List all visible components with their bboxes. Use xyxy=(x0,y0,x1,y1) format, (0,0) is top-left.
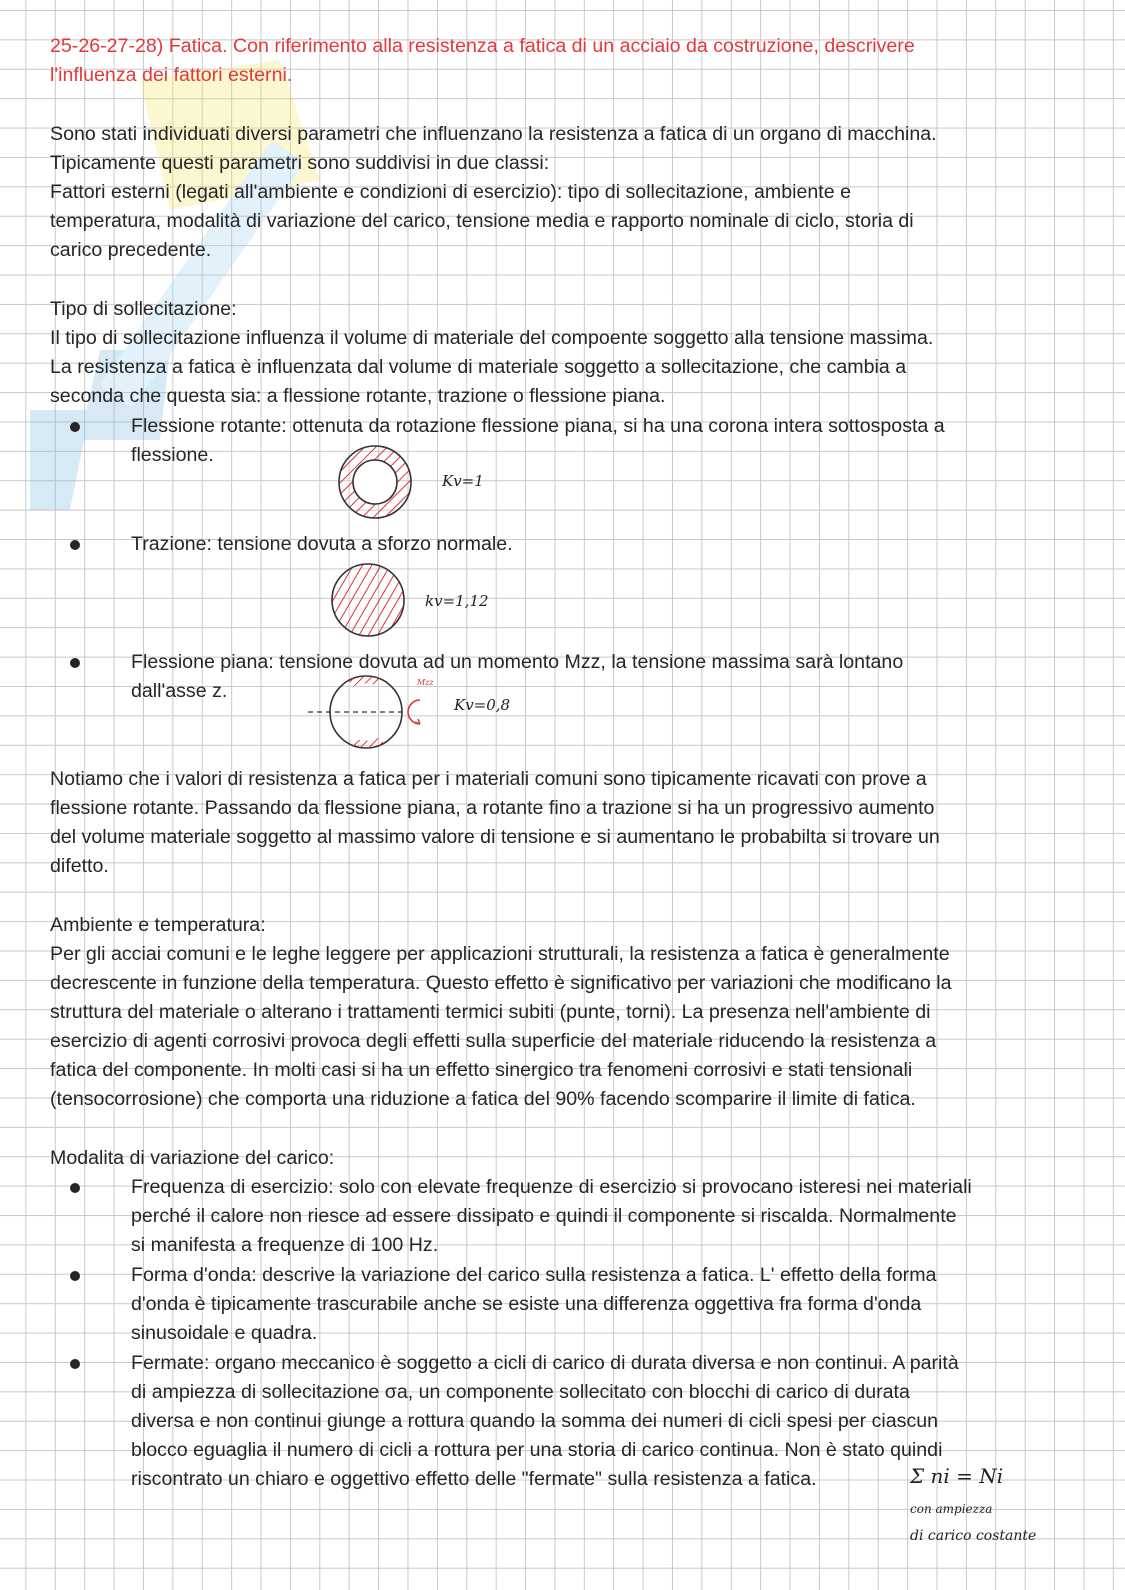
paragraph-line: (tensocorrosione) che comporta una riduzione a fatica del 90% facendo scomparire il limite di fatica. xyxy=(50,1088,916,1110)
solid-section-sketch xyxy=(328,560,408,640)
bullet-text-flessione-rotante: flessione. xyxy=(131,444,214,466)
intro-line: Fattori esterni (legati all'ambiente e condizioni di esercizio): tipo di sollecitazione, ambiente e xyxy=(50,181,851,203)
bullet-text-flessione-rotante: Flessione rotante: ottenuta da rotazione flessione piana, si ha una corona intera sottosposta a xyxy=(131,415,945,437)
bullet-dot xyxy=(70,1359,80,1369)
bullet-dot xyxy=(70,540,80,550)
paragraph-line: fatica del componente. In molti casi si ha un effetto sinergico tra fenomeni corrosivi e stati tensionali xyxy=(50,1059,913,1081)
bullet-text-forma-onda: sinusoidale e quadra. xyxy=(131,1322,318,1344)
paragraph-line: struttura del materiale o alterano i trattamenti termici subiti (punte, torni). La presenza nell'ambiente di xyxy=(50,1001,931,1023)
bullet-text-trazione: Trazione: tensione dovuta a sforzo normale. xyxy=(131,533,513,555)
paragraph-line: esercizio di agenti corrosivi provoca degli effetti sulla superficie del materiale riducendo la resistenza a xyxy=(50,1030,937,1052)
intro-line: Tipicamente questi parametri sono suddivisi in due classi: xyxy=(50,152,550,174)
bullet-dot xyxy=(70,1183,80,1193)
bullet-text-frequenza: perché il calore non riesce ad essere dissipato e quindi il componente si riscalda. Normalmente xyxy=(131,1205,957,1227)
bullet-text-fermate: blocco eguaglia il numero di cicli a rottura per una storia di carico continua. Non è stato quindi xyxy=(131,1439,943,1461)
intro-line: Sono stati individuati diversi parametri che influenzano la resistenza a fatica di un organo di macchina. xyxy=(50,123,937,145)
ring-section-sketch xyxy=(335,442,415,522)
paragraph-line: flessione rotante. Passando da flessione piana, a rotante fino a trazione si ha un progressivo aumento xyxy=(50,797,935,819)
section-heading-ambiente: Ambiente e temperatura: xyxy=(50,914,266,936)
bullet-text-forma-onda: d'onda è tipicamente trascurabile anche se esiste una differenza oggettiva fra forma d'onda xyxy=(131,1293,922,1315)
formula-note-line: di carico costante xyxy=(910,1528,1037,1544)
bullet-text-flessione-piana: dall'asse z. xyxy=(131,680,228,702)
question-title-line-1: 25-26-27-28) Fatica. Con riferimento alla resistenza a fatica di un acciaio da costruzione, descrivere xyxy=(50,35,915,57)
intro-line: temperatura, modalità di variazione del carico, tensione media e rapporto nominale di ciclo, storia di xyxy=(50,210,914,232)
paragraph-line: seconda che questa sia: a flessione rotante, trazione o flessione piana. xyxy=(50,385,666,407)
bullet-text-fermate: riscontrato un chiaro e oggettivo effetto delle "fermate" sulla resistenza a fatica. xyxy=(131,1468,817,1490)
kv-note-rotante: Kv=1 xyxy=(442,472,484,490)
section-heading-sollecitazione: Tipo di sollecitazione: xyxy=(50,298,237,320)
bullet-text-fermate: di ampiezza di sollecitazione σa, un componente sollecitato con blocchi di carico di durata xyxy=(131,1381,910,1403)
paragraph-line: del volume materiale soggetto al massimo valore di tensione e si aumentano le probabilta si trovare un xyxy=(50,826,940,848)
bullet-text-fermate: diversa e non continui giunge a rottura quando la somma dei numeri di cicli spesi per ciascun xyxy=(131,1410,939,1432)
bullet-text-fermate: Fermate: organo meccanico è soggetto a cicli di carico di durata diversa e non continui. A parità xyxy=(131,1352,959,1374)
bullet-text-flessione-piana: Flessione piana: tensione dovuta ad un momento Mzz, la tensione massima sarà lontano xyxy=(131,651,904,673)
formula-note-line: con ampiezza xyxy=(910,1502,993,1516)
bullet-text-frequenza: Frequenza di esercizio: solo con elevate frequenze di esercizio si provocano isteresi nei materiali xyxy=(131,1176,972,1198)
paragraph-line: Notiamo che i valori di resistenza a fatica per i materiali comuni sono tipicamente ricavati con prove a xyxy=(50,768,927,790)
bullet-text-forma-onda: Forma d'onda: descrive la variazione del carico sulla resistenza a fatica. L' effetto della forma xyxy=(131,1264,937,1286)
question-title-line-2: l'influenza dei fattori esterni. xyxy=(50,64,293,86)
section-heading-modalita: Modalita di variazione del carico: xyxy=(50,1147,335,1169)
paragraph-line: decrescente in funzione della temperatura. Questo effetto è significativo per variazioni che modificano la xyxy=(50,972,952,994)
paragraph-line: La resistenza a fatica è influenzata dal volume di materiale soggetto a sollecitazione, che cambia a xyxy=(50,356,907,378)
kv-note-piana: Kv=0,8 xyxy=(454,696,511,714)
paragraph-line: difetto. xyxy=(50,855,109,877)
bullet-text-frequenza: si manifesta a frequenze di 100 Hz. xyxy=(131,1234,439,1256)
bullet-dot xyxy=(70,422,80,432)
mzz-note: Mzz xyxy=(417,678,434,687)
paragraph-line: Per gli acciai comuni e le leghe leggere per applicazioni strutturali, la resistenza a fatica è generalmente xyxy=(50,943,950,965)
bullet-dot xyxy=(70,1271,80,1281)
paragraph-line: Il tipo di sollecitazione influenza il volume di materiale del compoente soggetto alla tensione massima. xyxy=(50,327,934,349)
bullet-dot xyxy=(70,658,80,668)
kv-note-trazione: kv=1,12 xyxy=(425,592,489,610)
bending-section-sketch xyxy=(308,672,458,752)
intro-line: carico precedente. xyxy=(50,239,212,261)
miner-rule-formula: Σ ni = Ni xyxy=(910,1464,1004,1488)
